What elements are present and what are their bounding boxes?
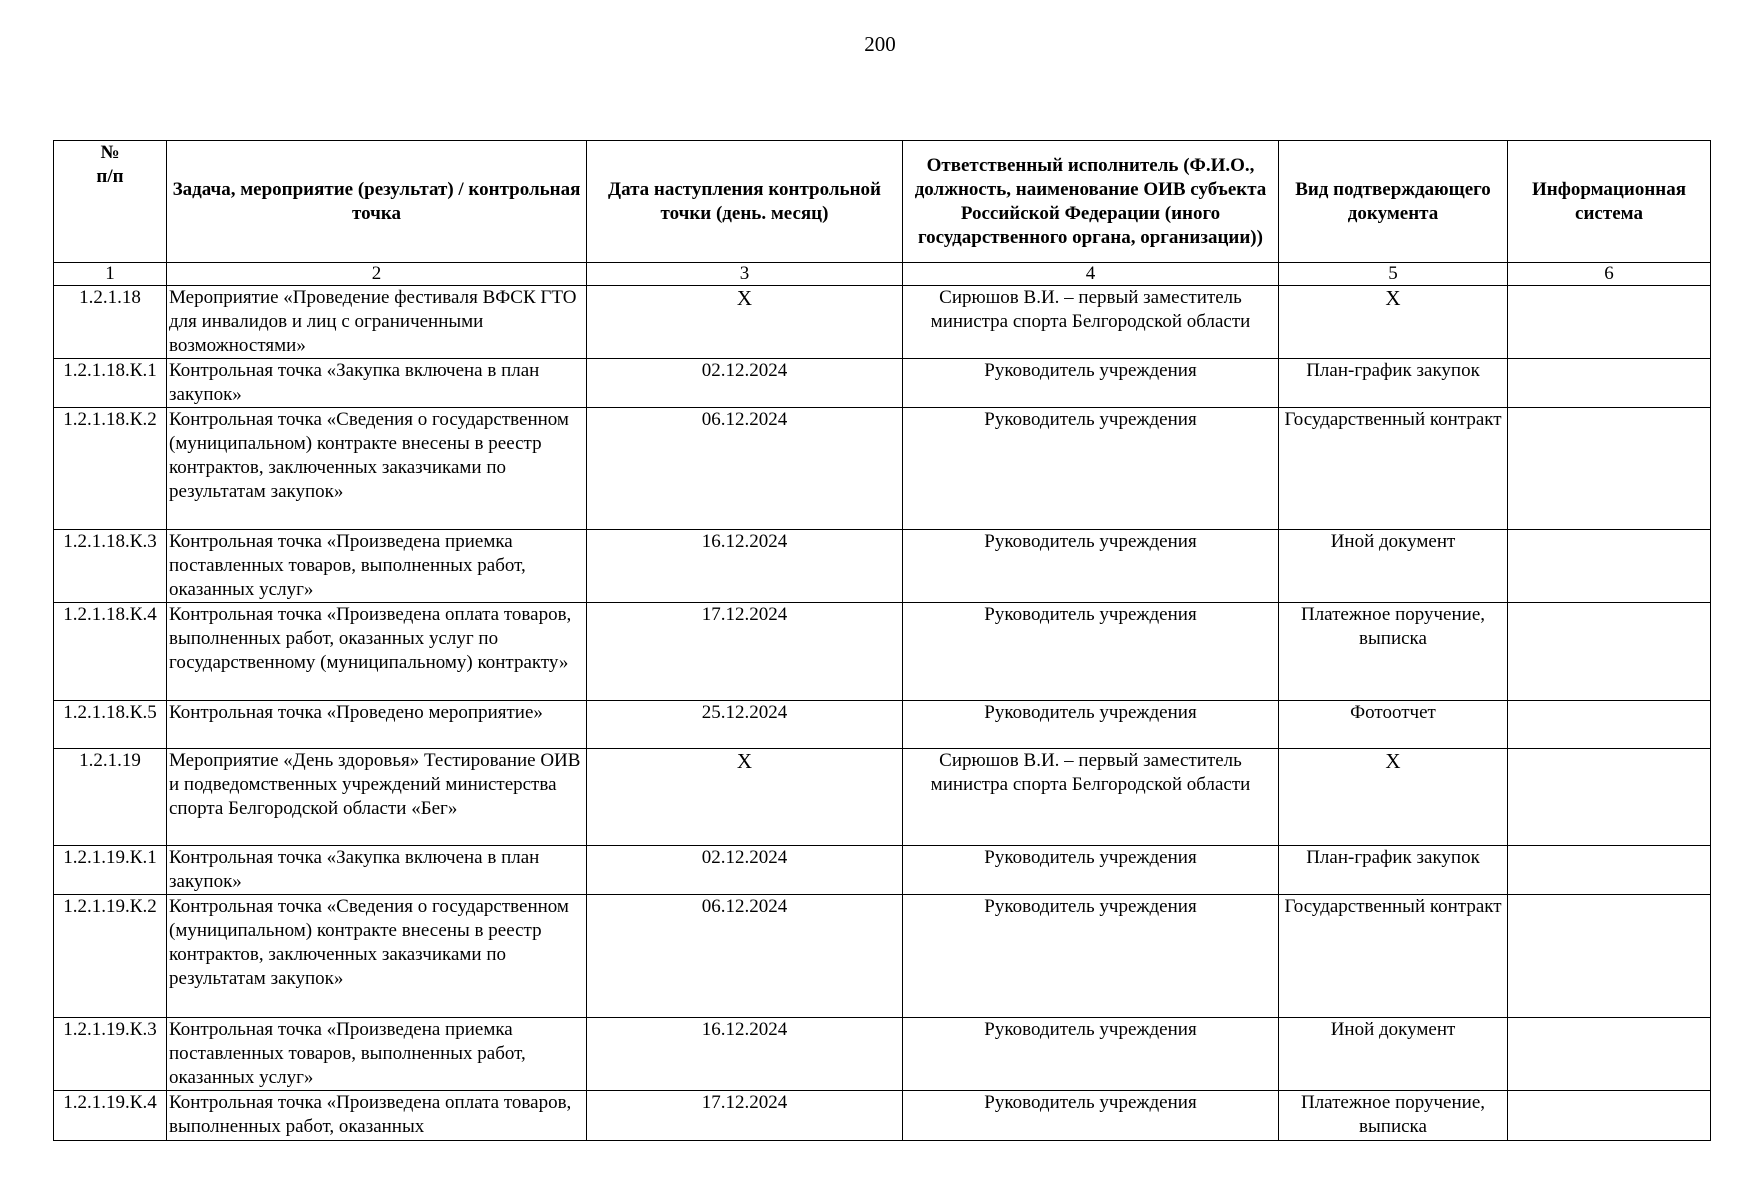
table-row: [54, 1091, 1711, 1141]
row-task: Контрольная точка «Произведена приемка поставленных товаров, выполненных работ, оказанных услуг»: [167, 530, 587, 603]
row-date: 02.12.2024: [587, 359, 903, 408]
row-system: [1508, 701, 1711, 749]
row-system: [1508, 603, 1711, 701]
row-system: [1508, 530, 1711, 603]
column-number: 3: [587, 263, 903, 286]
row-task: Мероприятие «День здоровья» Тестирование ОИВ и подведомственных учреждений министерства спорта Белгородской области «Бег»: [167, 749, 587, 846]
column-number: 2: [167, 263, 587, 286]
row-system: [1508, 1018, 1711, 1091]
row-number: 1.2.1.18.К.2: [54, 408, 167, 530]
header-date: Дата наступления контрольной точки (день. месяц): [587, 141, 903, 263]
row-number: 1.2.1.18: [54, 286, 167, 359]
row-document: План-график закупок: [1279, 846, 1508, 895]
row-system: [1508, 286, 1711, 359]
table-row: [54, 749, 1711, 846]
row-number: 1.2.1.18.К.1: [54, 359, 167, 408]
row-document: Х: [1279, 286, 1508, 359]
row-task: Контрольная точка «Произведена оплата товаров, выполненных работ, оказанных услуг по государственному (муниципальному) контракту»: [167, 603, 587, 701]
table-row: [54, 1018, 1711, 1091]
row-document: Х: [1279, 749, 1508, 846]
row-task: Контрольная точка «Закупка включена в план закупок»: [167, 846, 587, 895]
row-task: Контрольная точка «Сведения о государственном (муниципальном) контракте внесены в реестр контрактов, заключенных заказчиками по результатам закупок»: [167, 408, 587, 530]
table-row: [54, 530, 1711, 603]
row-date: Х: [587, 749, 903, 846]
row-responsible: Сирюшов В.И. – первый заместитель министра спорта Белгородской области: [903, 749, 1279, 846]
row-task: Мероприятие «Проведение фестиваля ВФСК ГТО для инвалидов и лиц с ограниченными возможностями»: [167, 286, 587, 359]
row-number: 1.2.1.18.К.3: [54, 530, 167, 603]
table-header-row: [54, 141, 1711, 263]
row-task: Контрольная точка «Проведено мероприятие»: [167, 701, 587, 749]
row-date: Х: [587, 286, 903, 359]
row-responsible: Руководитель учреждения: [903, 1018, 1279, 1091]
row-task: Контрольная точка «Произведена приемка поставленных товаров, выполненных работ, оказанных услуг»: [167, 1018, 587, 1091]
row-responsible: Сирюшов В.И. – первый заместитель министра спорта Белгородской области: [903, 286, 1279, 359]
row-document: Иной документ: [1279, 530, 1508, 603]
row-responsible: Руководитель учреждения: [903, 1091, 1279, 1141]
table-row: [54, 701, 1711, 749]
table-row: [54, 895, 1711, 1018]
table-row: [54, 603, 1711, 701]
header-task: Задача, мероприятие (результат) / контрольная точка: [167, 141, 587, 263]
row-date: 17.12.2024: [587, 603, 903, 701]
row-responsible: Руководитель учреждения: [903, 701, 1279, 749]
row-responsible: Руководитель учреждения: [903, 530, 1279, 603]
column-number: 6: [1508, 263, 1711, 286]
row-task: Контрольная точка «Закупка включена в план закупок»: [167, 359, 587, 408]
row-date: 17.12.2024: [587, 1091, 903, 1141]
row-document: Государственный контракт: [1279, 895, 1508, 1018]
row-number: 1.2.1.19.К.2: [54, 895, 167, 1018]
row-responsible: Руководитель учреждения: [903, 408, 1279, 530]
row-responsible: Руководитель учреждения: [903, 359, 1279, 408]
row-number: 1.2.1.19: [54, 749, 167, 846]
row-document: Иной документ: [1279, 1018, 1508, 1091]
row-number: 1.2.1.19.К.3: [54, 1018, 167, 1091]
row-number: 1.2.1.18.К.5: [54, 701, 167, 749]
column-number: 4: [903, 263, 1279, 286]
table-row: [54, 286, 1711, 359]
row-system: [1508, 408, 1711, 530]
row-responsible: Руководитель учреждения: [903, 846, 1279, 895]
row-date: 02.12.2024: [587, 846, 903, 895]
row-system: [1508, 895, 1711, 1018]
row-system: [1508, 846, 1711, 895]
header-num: № п/п: [54, 141, 167, 263]
row-document: Платежное поручение, выписка: [1279, 1091, 1508, 1141]
page-number: 200: [864, 32, 896, 56]
column-number: 5: [1279, 263, 1508, 286]
header-responsible: Ответственный исполнитель (Ф.И.О., должность, наименование ОИВ субъекта Российской Федерации (иного государственного органа, организации)): [903, 141, 1279, 263]
row-system: [1508, 749, 1711, 846]
row-date: 16.12.2024: [587, 1018, 903, 1091]
row-document: План-график закупок: [1279, 359, 1508, 408]
row-number: 1.2.1.18.К.4: [54, 603, 167, 701]
row-date: 25.12.2024: [587, 701, 903, 749]
column-number-row: [54, 263, 1711, 286]
table-row: [54, 359, 1711, 408]
row-date: 06.12.2024: [587, 895, 903, 1018]
row-task: Контрольная точка «Произведена оплата товаров, выполненных работ, оказанных: [167, 1091, 587, 1141]
row-system: [1508, 1091, 1711, 1141]
row-date: 16.12.2024: [587, 530, 903, 603]
row-responsible: Руководитель учреждения: [903, 895, 1279, 1018]
row-number: 1.2.1.19.К.1: [54, 846, 167, 895]
table-row: [54, 846, 1711, 895]
row-task: Контрольная точка «Сведения о государственном (муниципальном) контракте внесены в реестр контрактов, заключенных заказчиками по результатам закупок»: [167, 895, 587, 1018]
table-row: [54, 408, 1711, 530]
control-points-table: [53, 140, 1711, 1141]
row-document: Государственный контракт: [1279, 408, 1508, 530]
header-document: Вид подтверждающего документа: [1279, 141, 1508, 263]
row-system: [1508, 359, 1711, 408]
column-number: 1: [54, 263, 167, 286]
row-number: 1.2.1.19.К.4: [54, 1091, 167, 1141]
header-system: Информационная система: [1508, 141, 1711, 263]
row-date: 06.12.2024: [587, 408, 903, 530]
row-document: Фотоотчет: [1279, 701, 1508, 749]
row-document: Платежное поручение, выписка: [1279, 603, 1508, 701]
row-responsible: Руководитель учреждения: [903, 603, 1279, 701]
